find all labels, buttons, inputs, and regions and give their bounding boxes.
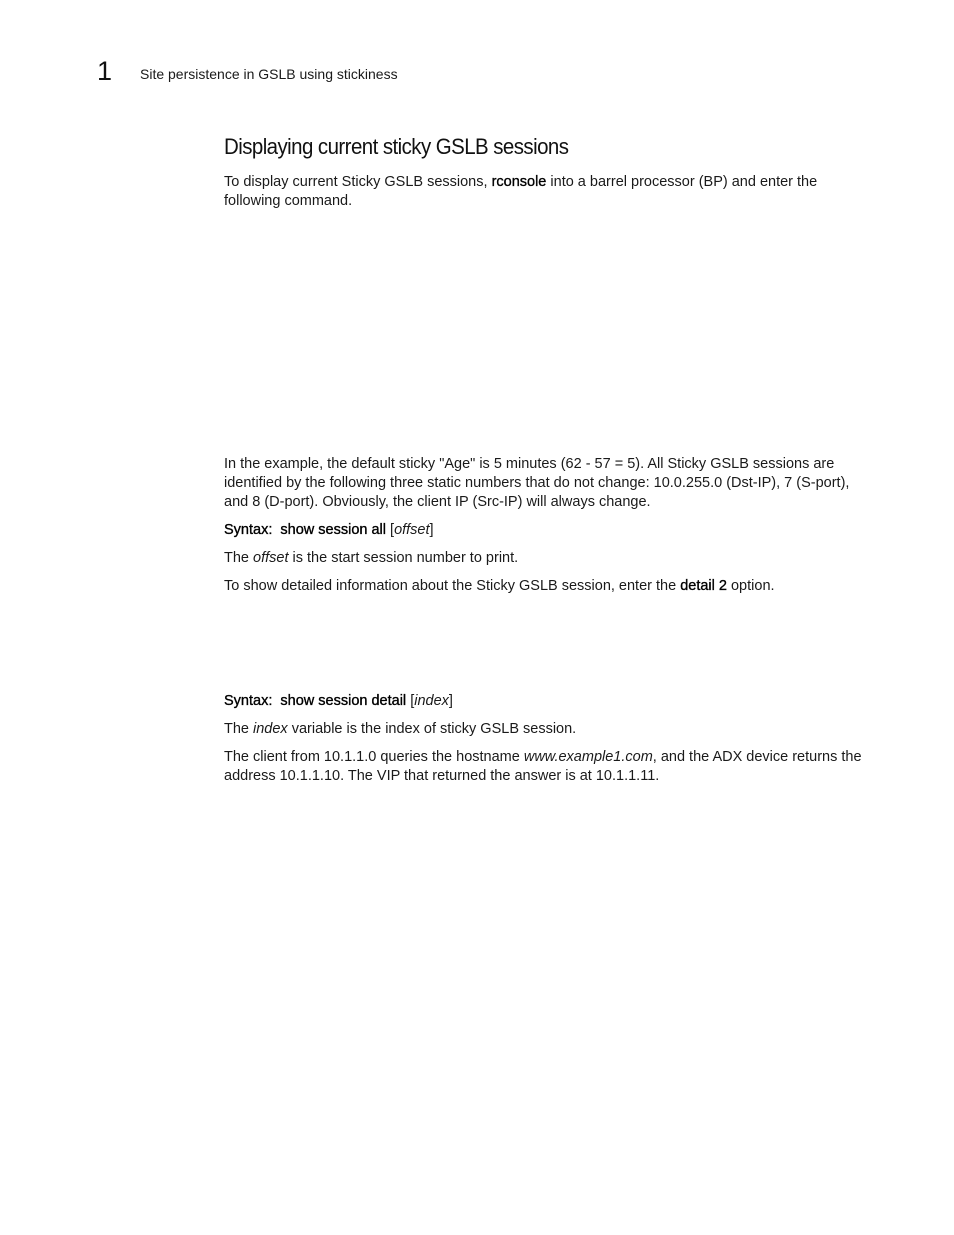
- hostname: www.example1.com: [523, 749, 653, 765]
- offset-text-start: The: [224, 550, 254, 566]
- syntax-bracket-open: [: [406, 693, 415, 709]
- rconsole-command: rconsole: [491, 174, 547, 190]
- chapter-number: 1: [97, 56, 113, 86]
- client-text-end: , and the ADX device returns the address 10.1.1.10. The VIP that returned the answer is at 10.1.1.11.: [224, 749, 862, 784]
- example-explanation-paragraph: [224, 455, 874, 512]
- detail-2-option: detail 2: [680, 578, 727, 594]
- running-header: Site persistence in GSLB using stickiness: [140, 66, 398, 82]
- client-text-start: The client from 10.1.1.0 queries the hostname: [224, 749, 524, 765]
- syntax-bracket-close: ]: [429, 522, 434, 538]
- index-text-end: variable is the index of sticky GSLB session.: [287, 721, 577, 737]
- syntax-show-session-detail: [224, 692, 874, 711]
- syntax-bracket-close: ]: [448, 693, 453, 709]
- syntax-label: Syntax:: [224, 522, 273, 538]
- syntax-command: show session detail: [280, 693, 407, 709]
- intro-text-start: To display current Sticky GSLB sessions,: [224, 174, 492, 190]
- intro-text-end: into a barrel processor (BP) and enter the following command.: [224, 174, 818, 209]
- offset-text-end: is the start session number to print.: [288, 550, 519, 566]
- intro-paragraph: [224, 173, 874, 211]
- section-title: Displaying current sticky GSLB sessions: [224, 134, 569, 159]
- index-param: index: [253, 721, 288, 737]
- detail-option-paragraph: [224, 577, 874, 596]
- syntax-parameter: index: [414, 693, 449, 709]
- example-explanation-text: In the example, the default sticky "Age" is 5 minutes (62 - 57 = 5). All Sticky GSLB sessions are identified by the following three static numbers that do not change: 10.0.255.0 (Dst-IP), 7 (S-port), and 8 (D-port). Obviously, the client IP (Src-IP) will always change.: [224, 456, 850, 510]
- syntax-show-session-all: [224, 521, 874, 540]
- index-description-paragraph: [224, 720, 874, 739]
- syntax-command: show session all: [280, 522, 386, 538]
- syntax-parameter: offset: [394, 522, 430, 538]
- client-query-paragraph: [224, 748, 874, 786]
- offset-param: offset: [253, 550, 289, 566]
- detail-text-end: option.: [726, 578, 775, 594]
- syntax-label: Syntax:: [224, 693, 273, 709]
- offset-description-paragraph: [224, 549, 874, 568]
- index-text-start: The: [224, 721, 254, 737]
- detail-text-start: To show detailed information about the Sticky GSLB session, enter the: [224, 578, 681, 594]
- syntax-bracket-open: [: [386, 522, 395, 538]
